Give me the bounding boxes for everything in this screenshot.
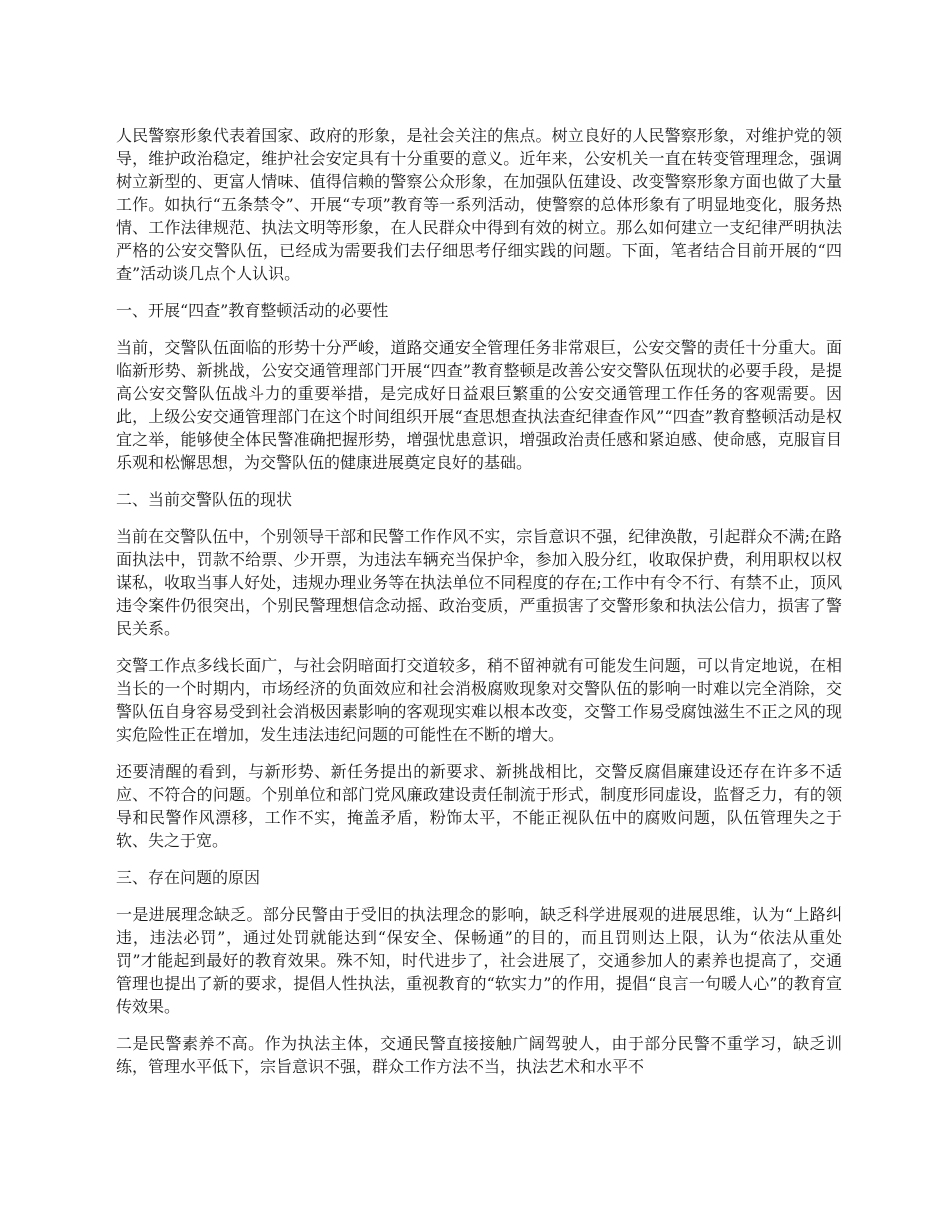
section-heading-3: 三、存在问题的原因 [116, 868, 261, 887]
section-heading-1: 一、开展“四查”教育整顿活动的必要性 [116, 301, 389, 320]
intro-paragraph: 人民警察形象代表着国家、政府的形象，是社会关注的焦点。树立良好的人民警察形象，对维护党的领导，维护政治稳定，维护社会安定具有十分重要的意义。近年来，公安机关一直在转变管理理念，强调树立新型的、更富人情味、值得信赖的警察公众形象，在加强队伍建设、改变警察形象方面也做了大量工作。如执行“五条禁令”、开展“专项”教育等一系列活动，使警察的总体形象有了明显地变化，服务热情、工作法律规范、执法文明等形象，在人民群众中得到有效的树立。那么如何建立一支纪律严明执法严格的公安交警队伍，已经成为需要我们去仔细思考仔细实践的问题。下面，笔者结合目前开展的“四查”活动谈几点个人认识。 [116, 126, 842, 283]
section-2-paragraph-3: 还要清醒的看到，与新形势、新任务提出的新要求、新挑战相比，交警反腐倡廉建设还存在许多不适应、不符合的问题。个别单位和部门党风廉政建设责任制流于形式，制度形同虚设，监督乏力，有的领导和民警作风漂移，工作不实，掩盖矛盾，粉饰太平，不能正视队伍中的腐败问题，队伍管理失之于软、失之于宽。 [116, 762, 842, 850]
document-body [116, 124, 842, 1092]
section-3-paragraph-2: 二是民警素养不高。作为执法主体，交通民警直接接触广阔驾驶人，由于部分民警不重学习，缺乏训练，管理水平低下，宗旨意识不强，群众工作方法不当，执法艺术和水平不 [116, 1034, 842, 1076]
section-1-paragraph: 当前，交警队伍面临的形势十分严峻，道路交通安全管理任务非常艰巨，公安交警的责任十分重大。面临新形势、新挑战，公安交通管理部门开展“四查”教育整顿是改善公安交警队伍现状的必要手段，是提高公安交警队伍战斗力的重要举措，是完成好日益艰巨繁重的公安交通管理工作任务的客观需要。因此，上级公安交通管理部门在这个时间组织开展“查思想查执法查纪律查作风”“四查”教育整顿活动是权宜之举，能够使全体民警准确把握形势，增强忧患意识，增强政治责任感和紧迫感、使命感，克服盲目乐观和松懈思想，为交警队伍的健康进展奠定良好的基础。 [116, 338, 842, 472]
section-3-paragraph-1: 一是进展理念缺乏。部分民警由于受旧的执法理念的影响，缺乏科学进展观的进展思维，认为“上路纠违，违法必罚”，通过处罚就能达到“保安全、保畅通”的目的，而且罚则达上限，认为“依法从重处罚”才能起到最好的教育效果。殊不知，时代进步了，社会进展了，交通参加人的素养也提高了，交通管理也提出了新的要求，提倡人性执法，重视教育的“软实力”的作用，提倡“良言一句暖人心”的教育宣传效果。 [116, 905, 842, 1016]
section-heading-2: 二、当前交警队伍的现状 [116, 490, 293, 509]
section-2-paragraph-2: 交警工作点多线长面广，与社会阴暗面打交道较多，稍不留神就有可能发生问题，可以肯定地说，在相当长的一个时期内，市场经济的负面效应和社会消极腐败现象对交警队伍的影响一时难以完全消除，交警队伍自身容易受到社会消极因素影响的客观现实难以根本改变，交警工作易受腐蚀滋生不正之风的现实危险性正在增加，发生违法违纪问题的可能性在不断的增大。 [116, 656, 842, 744]
section-2-paragraph-1: 当前在交警队伍中，个别领导干部和民警工作作风不实，宗旨意识不强，纪律涣散，引起群众不满;在路面执法中，罚款不给票、少开票，为违法车辆充当保护伞，参加入股分红，收取保护费，利用职权以权谋私，收取当事人好处，违规办理业务等在执法单位不同程度的存在;工作中有令不行、有禁不止，顶风违令案件仍很突出，个别民警理想信念动摇、政治变质，严重损害了交警形象和执法公信力，损害了警民关系。 [116, 527, 842, 638]
